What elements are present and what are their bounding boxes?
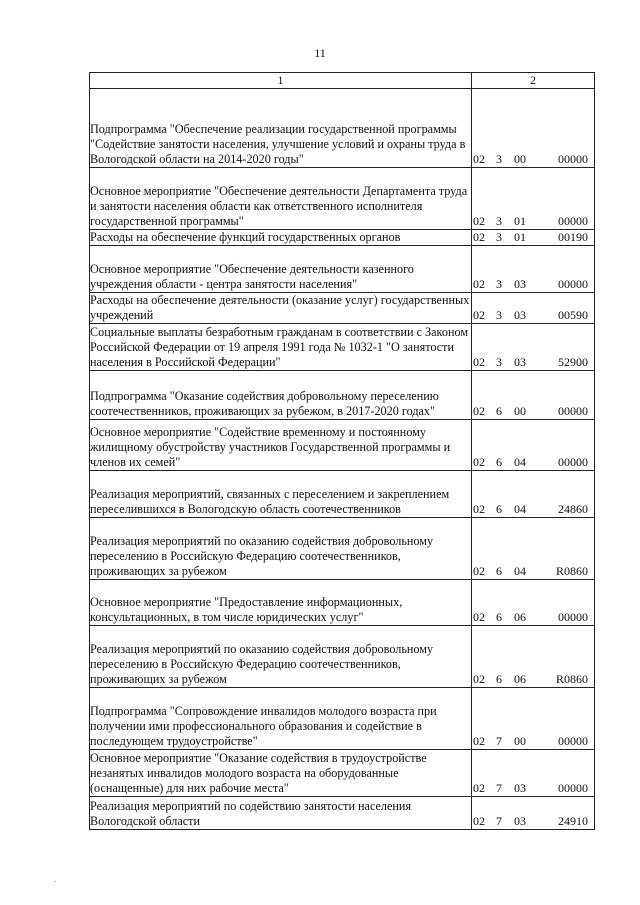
row-classification-codes [472,688,595,750]
activity-code: 03 [514,308,526,322]
program-code: 02 [473,308,485,322]
direction-code: 00000 [558,277,588,291]
row-item-name: Основное мероприятие "Содействие временному и постоянному жилищному обустройству участников Государственной программы и членов их семей" [90,420,472,471]
activity-code: 00 [514,404,526,418]
row-classification-codes [472,420,595,471]
row-classification-codes [472,750,595,797]
row-item-name: Реализация мероприятий по содействию занятости населения Вологодской области [90,797,472,830]
budget-classification-table [89,72,595,830]
activity-code: 03 [514,781,526,795]
program-code: 02 [473,610,485,624]
program-code: 02 [473,781,485,795]
table-row [90,797,595,830]
program-code: 02 [473,502,485,516]
program-code: 02 [473,455,485,469]
table-row [90,324,595,371]
activity-code: 00 [514,734,526,748]
row-item-name: Подпрограмма "Оказание содействия добровольному переселению соотечественников, проживающих за рубежом, в 2017-2020 годах" [90,371,472,420]
subprogram-code: 6 [496,672,502,686]
direction-code: 00590 [558,308,588,322]
activity-code: 03 [514,814,526,828]
row-classification-codes [472,518,595,580]
table-row [90,89,595,168]
subprogram-code: 3 [496,152,502,166]
row-classification-codes [472,168,595,230]
subprogram-code: 7 [496,734,502,748]
direction-code: 52900 [558,355,588,369]
row-classification-codes [472,580,595,626]
row-classification-codes [472,293,595,324]
direction-code: 00000 [558,781,588,795]
program-code: 02 [473,672,485,686]
subprogram-code: 3 [496,230,502,244]
table-row [90,580,595,626]
row-classification-codes [472,471,595,518]
activity-code: 03 [514,277,526,291]
subprogram-code: 3 [496,277,502,291]
activity-code: 06 [514,672,526,686]
column-header-2: 2 [472,73,595,89]
row-item-name: Основное мероприятие "Обеспечение деятельности казенного учреждения области - центра занятости населения" [90,246,472,293]
row-item-name: Основное мероприятие "Обеспечение деятельности Департамента труда и занятости населения области как ответственного исполнителя государственной программы" [90,168,472,230]
table-row [90,688,595,750]
column-header-1: 1 [90,73,472,89]
activity-code: 04 [514,455,526,469]
table-row [90,168,595,230]
subprogram-code: 3 [496,355,502,369]
activity-code: 03 [514,355,526,369]
subprogram-code: 6 [496,610,502,624]
table-row [90,371,595,420]
activity-code: 01 [514,214,526,228]
program-code: 02 [473,564,485,578]
subprogram-code: 6 [496,502,502,516]
direction-code: R0860 [555,672,588,686]
table-row [90,750,595,797]
page-number: 11 [314,46,326,60]
row-item-name: Расходы на обеспечение функций государственных органов [90,230,472,246]
subprogram-code: 6 [496,564,502,578]
subprogram-code: 3 [496,308,502,322]
subprogram-code: 6 [496,404,502,418]
table-row [90,293,595,324]
direction-code: 24910 [558,814,588,828]
direction-code: 00000 [558,214,588,228]
row-classification-codes [472,626,595,688]
activity-code: 04 [514,564,526,578]
direction-code: R0860 [555,564,588,578]
row-classification-codes [472,89,595,168]
row-classification-codes [472,797,595,830]
activity-code: 01 [514,230,526,244]
table-row [90,626,595,688]
direction-code: 24860 [558,502,588,516]
table-row [90,230,595,246]
subprogram-code: 3 [496,214,502,228]
row-classification-codes [472,324,595,371]
activity-code: 04 [514,502,526,516]
row-item-name: Основное мероприятие "Предоставление информационных, консультационных, в том числе юридических услуг" [90,580,472,626]
program-code: 02 [473,734,485,748]
table-row [90,420,595,471]
program-code: 02 [473,152,485,166]
direction-code: 00000 [558,404,588,418]
row-item-name: Подпрограмма "Сопровождение инвалидов молодого возраста при получении ими профессионального образования и содействие в последующем трудоустройстве" [90,688,472,750]
direction-code: 00000 [558,152,588,166]
direction-code: 00000 [558,455,588,469]
row-item-name: Реализация мероприятий, связанных с переселением и закреплением переселившихся в Вологодскую область соотечественников [90,471,472,518]
row-item-name: Социальные выплаты безработным гражданам в соответствии с Законом Российской Федерации от 19 апреля 1991 года № 1032-1 "О занятости населения в Российской Федерации" [90,324,472,371]
row-classification-codes [472,246,595,293]
row-item-name: Реализация мероприятий по оказанию содействия добровольному переселению в Российскую Федерацию соотечественников, проживающих за рубежом [90,518,472,580]
table-row [90,246,595,293]
direction-code: 00000 [558,734,588,748]
program-code: 02 [473,277,485,291]
subprogram-code: 7 [496,781,502,795]
program-code: 02 [473,404,485,418]
activity-code: 00 [514,152,526,166]
program-code: 02 [473,814,485,828]
row-item-name: Реализация мероприятий по оказанию содействия добровольному переселению в Российскую Федерацию соотечественников, проживающих за рубежом [90,626,472,688]
row-classification-codes [472,230,595,246]
table-row [90,471,595,518]
row-classification-codes [472,371,595,420]
corner-mark: . [54,874,57,884]
direction-code: 00190 [558,230,588,244]
table-body [90,89,595,830]
program-code: 02 [473,214,485,228]
table-header-row [90,73,595,89]
activity-code: 06 [514,610,526,624]
table-row [90,518,595,580]
row-item-name: Подпрограмма "Обеспечение реализации государственной программы "Содействие занятости населения, улучшение условий и охраны труда в Вологодской области на 2014-2020 годы" [90,89,472,168]
row-item-name: Основное мероприятие "Оказание содействия в трудоустройстве незанятых инвалидов молодого возраста на оборудованные (оснащенные) для них рабочие места" [90,750,472,797]
program-code: 02 [473,230,485,244]
subprogram-code: 7 [496,814,502,828]
row-item-name: Расходы на обеспечение деятельности (оказание услуг) государственных учреждений [90,293,472,324]
subprogram-code: 6 [496,455,502,469]
direction-code: 00000 [558,610,588,624]
program-code: 02 [473,355,485,369]
